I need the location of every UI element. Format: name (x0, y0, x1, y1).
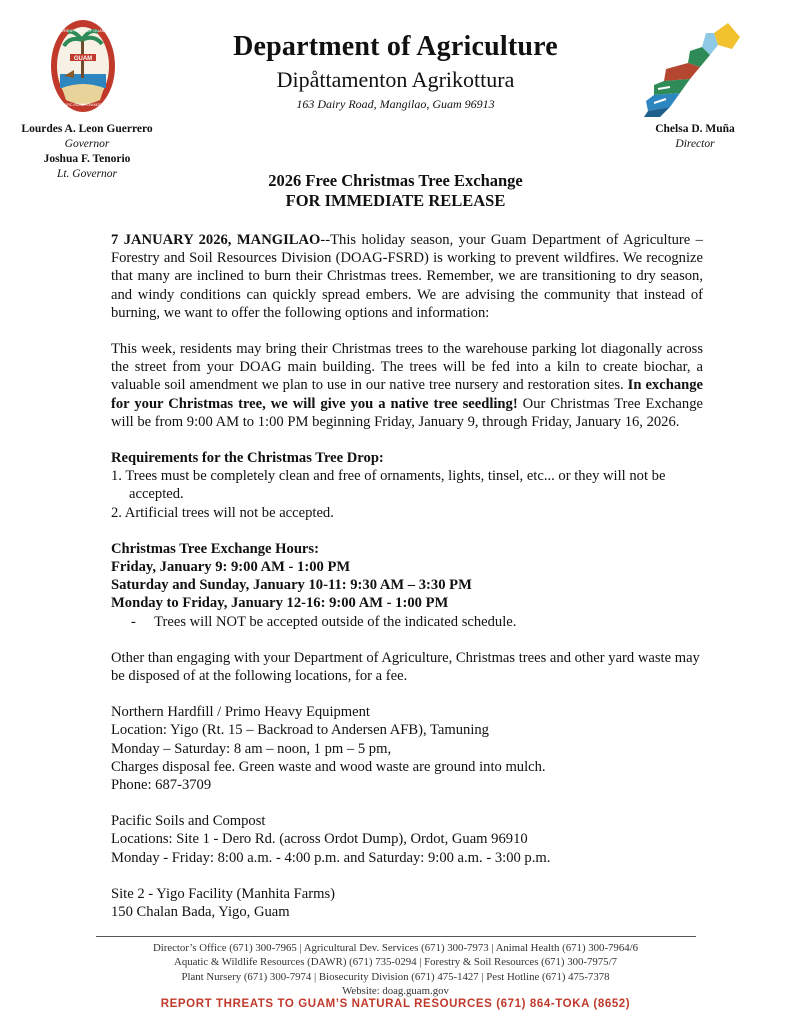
disposal-paragraph: Other than engaging with your Department of Agriculture, Christmas trees and other yard waste may be disposed of at the following locations, for a fee. (111, 649, 700, 685)
footer-line: Director’s Office (671) 300-7965 | Agricultural Dev. Services (671) 300-7973 | Animal Health (671) 300-7964/6 (152, 942, 639, 954)
department-address: 163 Dairy Road, Mangilao, Guam 96913 (296, 97, 495, 111)
location-line: 150 Chalan Bada, Yigo, Guam (111, 904, 290, 921)
release-body (111, 231, 703, 921)
requirement-item: 1. Trees must be completely clean and free of ornaments, lights, tinsel, etc... or they will not be accepted. (111, 468, 666, 503)
director-name: Chelsa D. Muña (655, 123, 735, 135)
footer-contacts (0, 941, 791, 998)
location-line: Pacific Soils and Compost (111, 813, 266, 830)
footer-divider (96, 936, 696, 937)
location-line: Phone: 687-3709 (111, 777, 212, 794)
release-title: 2026 Free Christmas Tree Exchange (268, 171, 523, 190)
seal-top-text: GREAT SEAL OF GUAM (60, 28, 106, 33)
director-title: Director (675, 138, 715, 150)
release-subtitle: FOR IMMEDIATE RELEASE (285, 191, 506, 210)
footer-website: Website: doag.guam.gov (342, 984, 449, 997)
location-line: Northern Hardfill / Primo Heavy Equipment (111, 704, 370, 721)
department-subtitle: Dipåttamenton Agrikottura (276, 67, 515, 92)
exchange-offer: In exchange for your Christmas tree, we will give you a native tree seedling! (111, 377, 704, 412)
footer-line: Plant Nursery (671) 300-7974 | Biosecurity Division (671) 475-1427 | Pest Hotline (671) 475-7378 (181, 970, 610, 983)
hours-note: - Trees will NOT be accepted outside of the indicated schedule. (131, 613, 517, 630)
director-block (630, 122, 760, 152)
exchange-text-b: Our Christmas Tree Exchange will be from 9:00 AM to 1:00 PM beginning Friday, January 9, through Friday, January 16, 2026. (111, 395, 703, 430)
hours-item: Friday, January 9: 9:00 AM - 1:00 PM (111, 559, 351, 576)
hours-heading: Christmas Tree Exchange Hours: (111, 540, 319, 557)
location-line: Monday – Saturday: 8 am – noon, 1 pm – 5 pm, (111, 740, 392, 757)
intro-text: --This holiday season, your Guam Department of Agriculture – Forestry and Soil Resources Division (DOAG-FSRD) is working to prevent wildfires. We recognize that many are inclined to burn their Christmas trees. Remember, we are transitioning to dry season, and windy conditions can quickly spread embers. We are advising the community that instead of burning, we want to offer the following options and information: (111, 232, 703, 321)
location-line: Location: Yigo (Rt. 15 – Backroad to Andersen AFB), Tamuning (111, 722, 489, 739)
requirements-heading: Requirements for the Christmas Tree Drop: (111, 450, 384, 467)
location-line: Site 2 - Yigo Facility (Manhita Farms) (111, 885, 336, 902)
release-heading (0, 171, 791, 211)
governor-title: Governor (64, 138, 110, 150)
dateline: 7 JANUARY 2026, MANGILAO (111, 232, 321, 248)
department-title: Department of Agriculture (233, 31, 558, 62)
hours-item: Saturday and Sunday, January 10-11: 9:30 AM – 3:30 PM (111, 577, 472, 594)
exchange-paragraph (111, 340, 703, 431)
location-line: Charges disposal fee. Green waste and wood waste are ground into mulch. (111, 758, 546, 775)
report-hotline: REPORT THREATS TO GUAM’S NATURAL RESOURCES (671) 864-TOKA (8652) (160, 998, 631, 1010)
hours-item: Monday to Friday, January 12-16: 9:00 AM - 1:00 PM (111, 595, 449, 612)
location-line: Monday - Friday: 8:00 a.m. - 4:00 p.m. and Saturday: 9:00 a.m. - 3:00 p.m. (111, 849, 551, 866)
requirement-item: 2. Artificial trees will not be accepted. (111, 504, 334, 521)
intro-paragraph (111, 231, 703, 322)
seal-bottom-text: PACIFIC ISLAND CHAMORRO (59, 103, 107, 107)
seal-banner-text: GUAM (73, 56, 93, 62)
exchange-text-a: This week, residents may bring their Christmas trees to the warehouse parking lot diagonally across the street from your DOAG main building. The trees will be fed into a kiln to create biochar, a valuable soil amendment we plan to use in our native tree nursery and restoration sites. (111, 341, 703, 394)
lt-governor-title: Lt. Governor (56, 168, 118, 180)
footer-line: Aquatic & Wildlife Resources (DAWR) (671) 735-0294 | Forestry & Soil Resources (671) 300-7975/7 (174, 956, 617, 969)
lt-governor-name: Joshua F. Tenorio (43, 153, 131, 165)
governor-name: Lourdes A. Leon Guerrero (21, 123, 153, 135)
location-line: Locations: Site 1 - Dero Rd. (across Ordot Dump), Ordot, Guam 96910 (111, 831, 528, 848)
